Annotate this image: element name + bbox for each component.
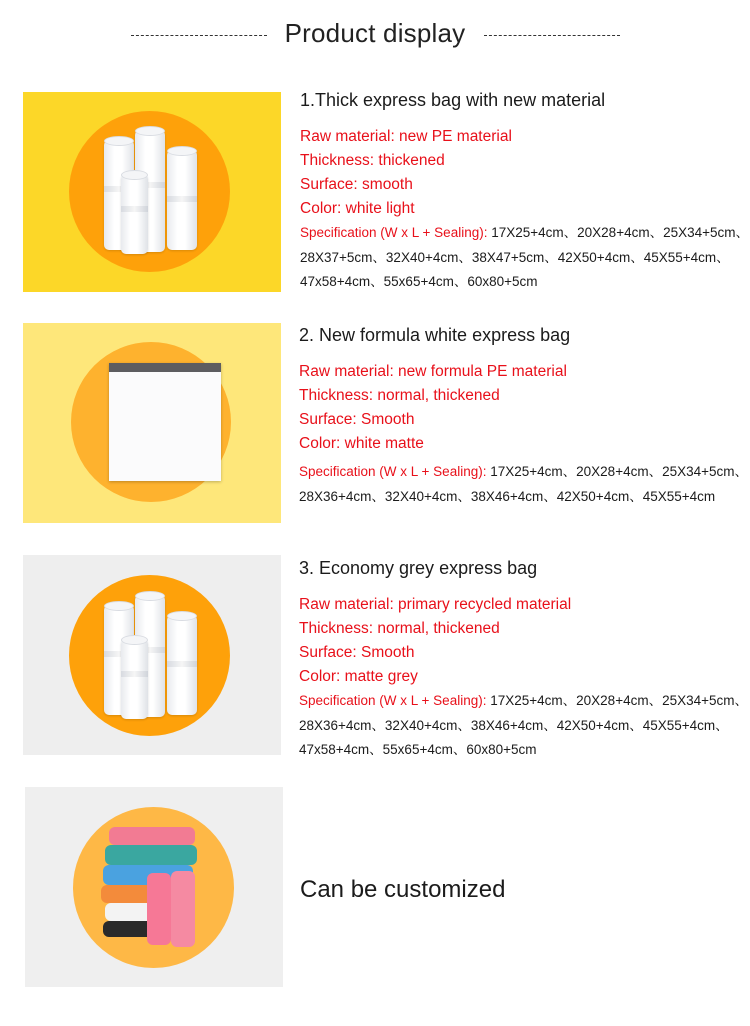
pink-bag-roll	[109, 827, 195, 845]
specification-line	[299, 689, 749, 714]
section-header	[0, 16, 750, 56]
spec-values: 17X25+4cm、20X28+4cm、25X34+5cm、	[491, 225, 750, 240]
product-heading: 3. Economy grey express bag	[299, 558, 538, 578]
pink-bag-front	[147, 873, 171, 945]
raw-material: Raw material: primary recycled material	[299, 596, 572, 613]
product-details-1	[300, 89, 750, 295]
bag-roll	[121, 174, 148, 254]
page-title: Product display	[284, 18, 466, 48]
specification-line: 28X36+4cm、32X40+4cm、38X46+4cm、42X50+4cm、45X55+4cm、	[299, 717, 729, 733]
color: Color: white light	[300, 200, 415, 217]
customized-label: Can be customized	[300, 876, 506, 903]
pink-bag-front	[171, 871, 195, 947]
thickness: Thickness: thickened	[300, 152, 445, 169]
product-image-grey-bag	[23, 555, 281, 755]
teal-bag-roll	[105, 845, 197, 865]
surface: Surface: smooth	[300, 176, 413, 193]
product-image-thick-bag	[23, 92, 281, 292]
specification-line: 28X37+5cm、32X40+4cm、38X47+5cm、42X50+4cm、45X55+4cm、	[300, 249, 730, 265]
product-details-3	[299, 557, 749, 763]
product-heading: 2. New formula white express bag	[299, 325, 571, 345]
spec-values: 17X25+4cm、20X28+4cm、25X34+5cm、	[490, 693, 749, 708]
product-image-white-bag	[23, 323, 281, 523]
product-heading: 1.Thick express bag with new material	[300, 90, 606, 110]
bag-roll	[167, 615, 197, 715]
specification-line: 28X36+4cm、32X40+4cm、38X46+4cm、42X50+4cm、45X55+4cm	[299, 488, 716, 504]
raw-material: Raw material: new PE material	[300, 128, 512, 145]
spec-label: Specification (W x L + Sealing):	[299, 693, 487, 708]
bag-roll	[167, 150, 197, 250]
spec-label: Specification (W x L + Sealing):	[299, 464, 487, 479]
thickness: Thickness: normal, thickened	[299, 387, 500, 404]
white-mailer-bag	[109, 363, 221, 481]
product-details-2	[299, 324, 749, 509]
color: Color: white matte	[299, 435, 424, 452]
thickness: Thickness: normal, thickened	[299, 620, 500, 637]
spec-values: 17X25+4cm、20X28+4cm、25X34+5cm、	[490, 464, 749, 479]
spec-label: Specification (W x L + Sealing):	[300, 225, 488, 240]
color: Color: matte grey	[299, 668, 418, 685]
raw-material: Raw material: new formula PE material	[299, 363, 567, 380]
specification-line: 47x58+4cm、55x65+4cm、60x80+5cm	[299, 742, 537, 757]
customized-bags-image	[25, 787, 283, 987]
bag-roll	[121, 639, 148, 719]
specification-line	[300, 221, 750, 246]
header-divider-right	[484, 35, 620, 36]
surface: Surface: Smooth	[299, 411, 415, 428]
specification-line	[299, 460, 749, 485]
surface: Surface: Smooth	[299, 644, 415, 661]
seal-strip	[109, 363, 221, 372]
specification-line: 47x58+4cm、55x65+4cm、60x80+5cm	[300, 274, 538, 289]
